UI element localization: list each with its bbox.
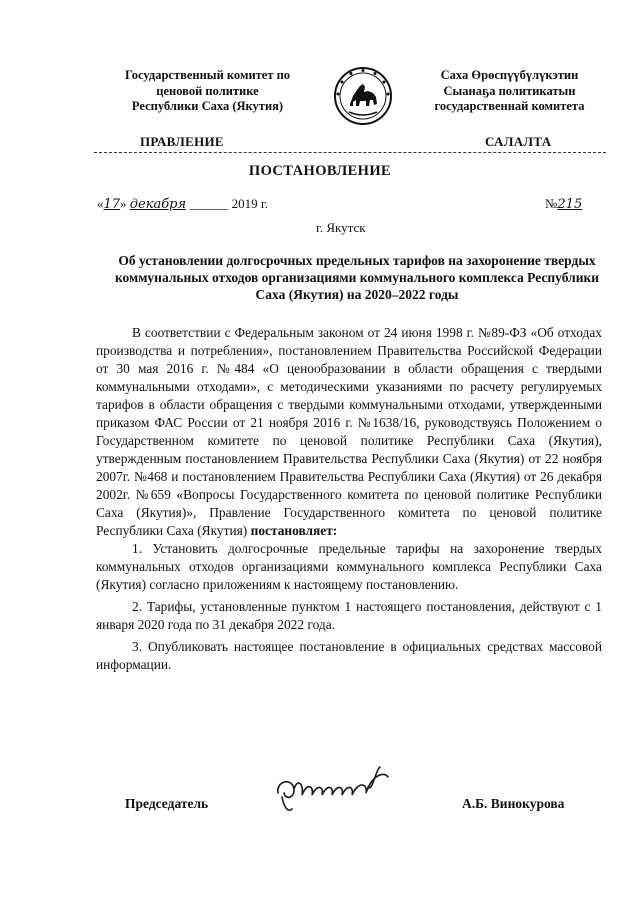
header-left-org <box>95 68 320 115</box>
board-label-sah: САЛАЛТА <box>485 134 552 149</box>
signature-label: Председатель <box>125 796 209 811</box>
document-subject: Об установлении долгосрочных предельных тарифов на захоронение твердых коммунальных отходов организациями коммунального комплекса Республики Саха (Якутия) на 2020–2022 годы <box>114 253 600 302</box>
header-divider <box>94 152 606 153</box>
header-left-line-2: ценовой политике <box>156 83 259 98</box>
document-number <box>545 196 582 212</box>
number-sign: № <box>545 196 558 211</box>
header-left-line-1: Государственный комитет по <box>124 68 291 82</box>
header-left-line-3: Республики Саха (Якутия) <box>131 99 284 113</box>
header-right-line-1: Саха Өрөспүүбүлүкэтин <box>440 68 579 82</box>
preamble-text: В соответствии с Федеральным законом от 24 июня 1998 г. №89-ФЗ «Об отходах производства и потребления», постановлением Правительства Российской Федерации от 30 мая 2016 г. №484 «О ценообразовании в области обращения с твердыми коммунальными отходами», с методическими указаниями по расчету регулируемых тарифов в области обращения с твердыми коммунальными отходами, утвержденными приказом ФАС России от 21 ноября 2016 г. №1638/16, руководствуясь Положением о Государственном комитете по ценовой политике Республики Саха (Якутия), утвержденным постановлением Правительства Республики Саха (Якутия) от 22 ноября 2007г. №468 и постановлением Правительства Республики Саха (Якутия) от 26 декабря 2002г. №659 «Вопросы Государственного комитета по ценовой политике Республики Саха (Якутия)», Правление Государственного комитета по ценовой политике Республики Саха (Якутия) <box>96 325 602 538</box>
resolves-word: постановляет: <box>250 523 338 538</box>
header-right-org <box>402 68 617 115</box>
date-open-quote: « <box>97 196 104 211</box>
date-month: декабря <box>129 197 187 212</box>
preamble-paragraph <box>96 324 602 540</box>
sakha-republic-emblem-icon <box>333 66 393 126</box>
handwritten-signature <box>268 763 418 815</box>
board-label-ru: ПРАВЛЕНИЕ <box>140 134 224 149</box>
resolution-item-2: 2. Тарифы, установленные пунктом 1 настоящего постановления, действуют с 1 января 2020 года по 31 декабря 2022 года. <box>96 599 602 632</box>
document-body <box>96 324 602 674</box>
document-city: г. Якутск <box>316 220 366 235</box>
document-date <box>97 196 268 212</box>
header-right-line-3: государственнай комитета <box>434 99 585 113</box>
date-close-quote: » <box>120 196 127 211</box>
number-value: 215 <box>557 197 583 212</box>
date-year: 2019 г. <box>231 196 268 211</box>
resolution-item-1: 1. Установить долгосрочные предельные тарифы на захоронение твердых коммунальных отходов организациями коммунального комплекса Республики Саха (Якутия) согласно приложениям к настоящему постановлению. <box>96 541 602 592</box>
signatory-name: А.Б. Винокурова <box>462 796 565 811</box>
date-underline: ______ <box>189 196 229 211</box>
date-day: 17 <box>103 197 121 212</box>
document-title: ПОСТАНОВЛЕНИЕ <box>248 163 392 179</box>
resolution-item-3: 3. Опубликовать настоящее постановление в официальных средствах массовой информации. <box>96 639 602 672</box>
header-right-line-2: Сыанаҕа политикатын <box>443 83 576 98</box>
